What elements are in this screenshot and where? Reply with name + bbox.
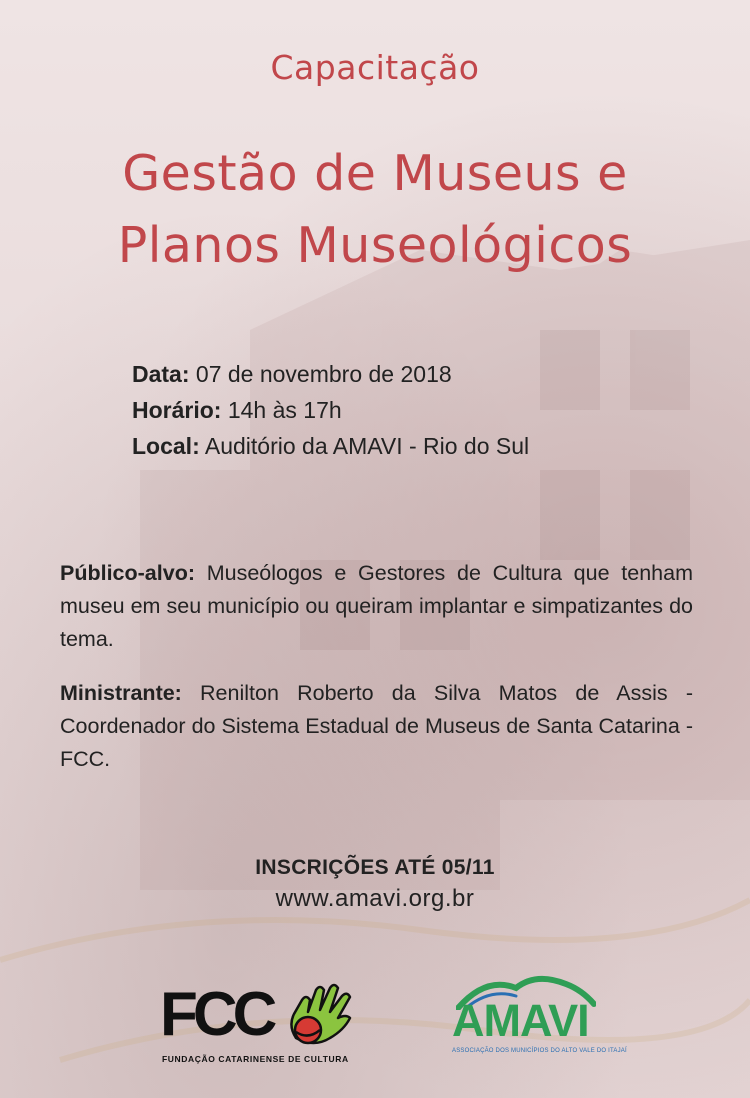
- registration-deadline: INSCRIÇÕES ATÉ 05/11: [255, 856, 495, 879]
- place-value: Auditório da AMAVI - Rio do Sul: [204, 433, 530, 459]
- fcc-wordmark: FCC: [160, 980, 273, 1049]
- audience-text: Museólogos e Gestores de Cultura que tenham museu em seu município ou queiram implantar e simpatizantes do tema.: [60, 561, 693, 651]
- registration-url[interactable]: www.amavi.org.br: [275, 885, 475, 912]
- amavi-caption: ASSOCIAÇÃO DOS MUNICÍPIOS DO ALTO VALE DO ITAJAÍ: [452, 1048, 627, 1054]
- event-title: [0, 138, 750, 282]
- event-details: [132, 356, 529, 464]
- speaker-paragraph: [60, 677, 693, 776]
- fcc-logo: [160, 980, 360, 1070]
- event-title-line-1: Gestão de Museus e: [122, 145, 628, 202]
- date-label: Data:: [132, 361, 190, 387]
- time-row: [132, 392, 529, 428]
- fcc-hand-icon: [284, 980, 356, 1050]
- place-row: [132, 428, 529, 464]
- audience-paragraph: [60, 557, 693, 656]
- fcc-caption: FUNDAÇÃO CATARINENSE DE CULTURA: [162, 1054, 349, 1064]
- time-label: Horário:: [132, 397, 222, 423]
- event-title-line-2: Planos Museológicos: [117, 217, 633, 274]
- date-value: 07 de novembro de 2018: [195, 361, 452, 387]
- registration-block: [0, 853, 750, 915]
- amavi-wordmark: AMAVI: [452, 995, 589, 1046]
- place-label: Local:: [132, 433, 200, 459]
- event-type-heading: Capacitação: [270, 48, 480, 87]
- time-value: 14h às 17h: [227, 397, 342, 423]
- date-row: [132, 356, 529, 392]
- speaker-text: Renilton Roberto da Silva Matos de Assis - Coordenador do Sistema Estadual de Museus de Santa Catarina - FCC.: [60, 681, 693, 771]
- speaker-label: Ministrante:: [60, 681, 182, 705]
- amavi-logo: [448, 970, 627, 1070]
- audience-label: Público-alvo:: [60, 561, 195, 585]
